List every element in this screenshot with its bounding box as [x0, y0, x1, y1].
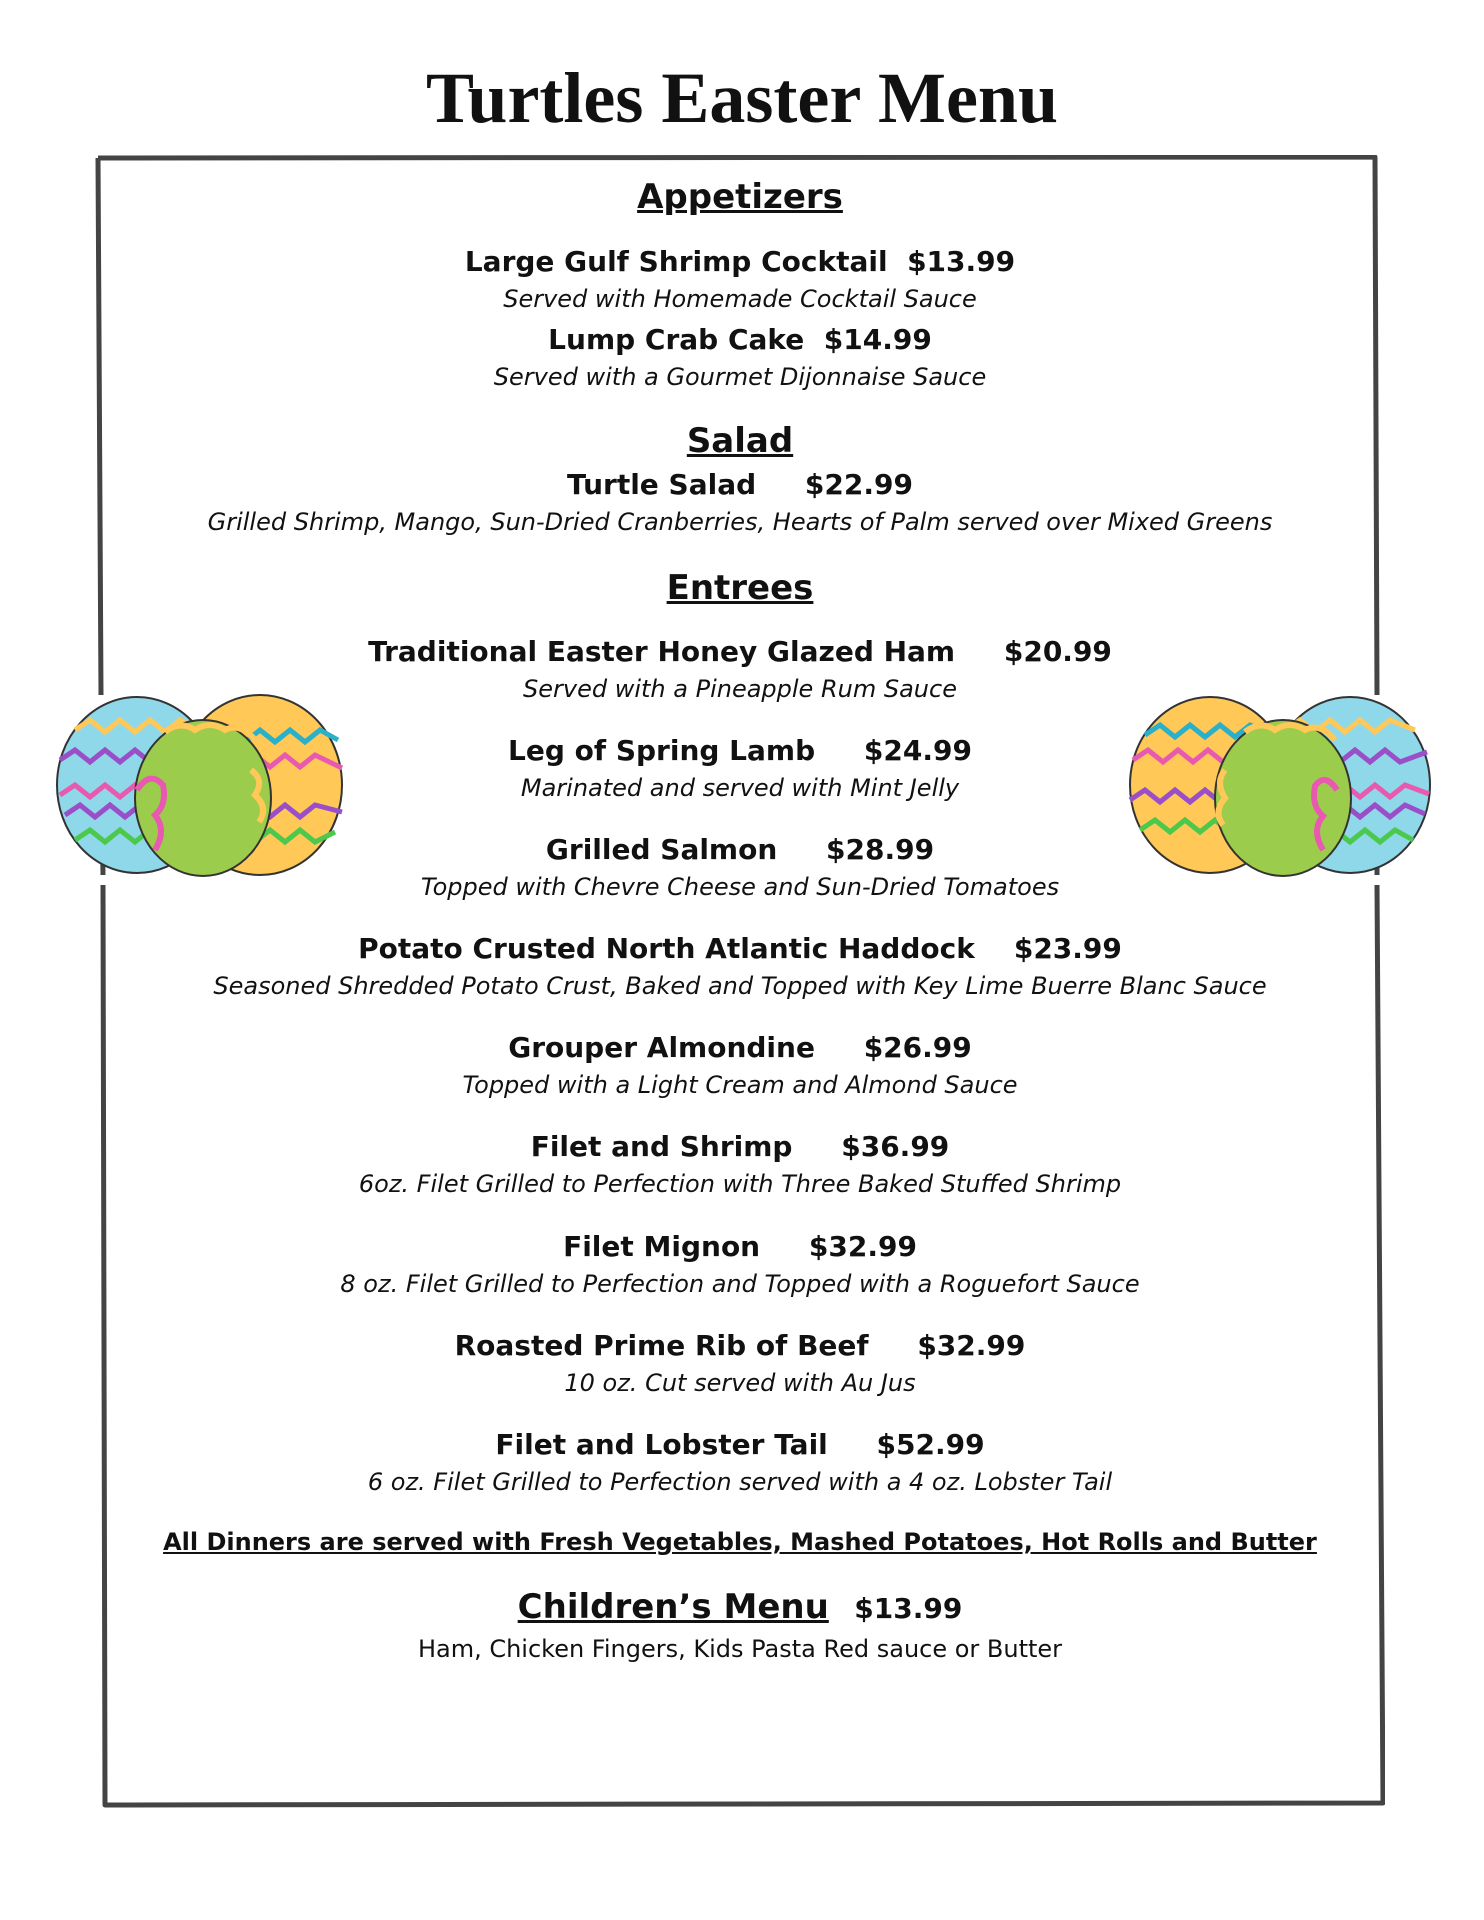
menu-item — [95, 833, 1385, 866]
item-name: Large Gulf Shrimp Cocktail — [464, 245, 888, 278]
section-heading-appetizers: Appetizers — [637, 177, 843, 217]
item-price: $13.99 — [907, 245, 1016, 278]
item-name: Lump Crab Cake — [548, 323, 805, 356]
item-name: Filet and Shrimp — [530, 1130, 793, 1163]
childrens-menu — [95, 1587, 1385, 1627]
item-description: Topped with Chevre Cheese and Sun-Dried Tomatoes — [420, 873, 1060, 901]
item-price: $14.99 — [823, 323, 932, 356]
item-price: $28.99 — [826, 833, 935, 866]
item-description: Topped with a Light Cream and Almond Sauce — [462, 1071, 1018, 1099]
dinner-note: All Dinners are served with Fresh Vegetables, Mashed Potatoes, Hot Rolls and Butter — [163, 1528, 1317, 1556]
item-description: Served with a Pineapple Rum Sauce — [523, 675, 957, 703]
appetizers-section — [95, 177, 1385, 217]
item-price: $20.99 — [1003, 635, 1112, 668]
menu-title: Turtles Easter Menu — [425, 58, 1058, 138]
item-description: Served with Homemade Cocktail Sauce — [503, 285, 977, 313]
section-heading-childrens-menu: Children’s Menu — [517, 1587, 829, 1627]
item-name: Filet Mignon — [563, 1230, 761, 1263]
item-name: Filet and Lobster Tail — [495, 1428, 828, 1461]
menu-item — [95, 1428, 1385, 1461]
item-price: $36.99 — [841, 1130, 950, 1163]
item-description: 6 oz. Filet Grilled to Perfection served with a 4 oz. Lobster Tail — [367, 1468, 1113, 1496]
menu-item — [95, 1130, 1385, 1163]
menu-item — [95, 245, 1385, 278]
item-name: Grouper Almondine — [508, 1031, 815, 1064]
section-heading-salad: Salad — [686, 421, 794, 461]
item-price: $32.99 — [808, 1230, 917, 1263]
item-price: $52.99 — [876, 1428, 985, 1461]
item-description: Grilled Shrimp, Mango, Sun-Dried Cranberries, Hearts of Palm served over Mixed Greens — [207, 508, 1273, 536]
item-price: $22.99 — [804, 468, 913, 501]
item-description: 6oz. Filet Grilled to Perfection with Three Baked Stuffed Shrimp — [358, 1170, 1122, 1198]
item-price: $32.99 — [917, 1329, 1026, 1362]
menu-item — [95, 323, 1385, 356]
item-description: Served with a Gourmet Dijonnaise Sauce — [493, 363, 987, 391]
item-name: Potato Crusted North Atlantic Haddock — [358, 932, 975, 965]
item-description: 8 oz. Filet Grilled to Perfection and Topped with a Roguefort Sauce — [340, 1270, 1140, 1298]
section-heading-entrees: Entrees — [666, 568, 814, 608]
item-price: $13.99 — [854, 1592, 963, 1625]
item-name: Leg of Spring Lamb — [508, 734, 816, 767]
item-name: Roasted Prime Rib of Beef — [454, 1329, 869, 1362]
item-name: Traditional Easter Honey Glazed Ham — [368, 635, 956, 668]
menu-item — [95, 734, 1385, 767]
menu-item — [95, 1329, 1385, 1362]
item-name: Grilled Salmon — [545, 833, 778, 866]
menu-item — [95, 1230, 1385, 1263]
item-description: 10 oz. Cut served with Au Jus — [564, 1369, 916, 1397]
menu-item — [95, 1031, 1385, 1064]
item-description: Seasoned Shredded Potato Crust, Baked and Topped with Key Lime Buerre Blanc Sauce — [213, 972, 1267, 1000]
item-description: Marinated and served with Mint Jelly — [520, 774, 960, 802]
item-price: $24.99 — [863, 734, 972, 767]
menu-item — [95, 635, 1385, 668]
item-description: Ham, Chicken Fingers, Kids Pasta Red sauce or Butter — [417, 1635, 1063, 1663]
menu-item — [95, 932, 1385, 965]
item-name: Turtle Salad — [567, 468, 757, 501]
item-price: $26.99 — [863, 1031, 972, 1064]
menu-item — [95, 468, 1385, 501]
item-price: $23.99 — [1013, 932, 1122, 965]
